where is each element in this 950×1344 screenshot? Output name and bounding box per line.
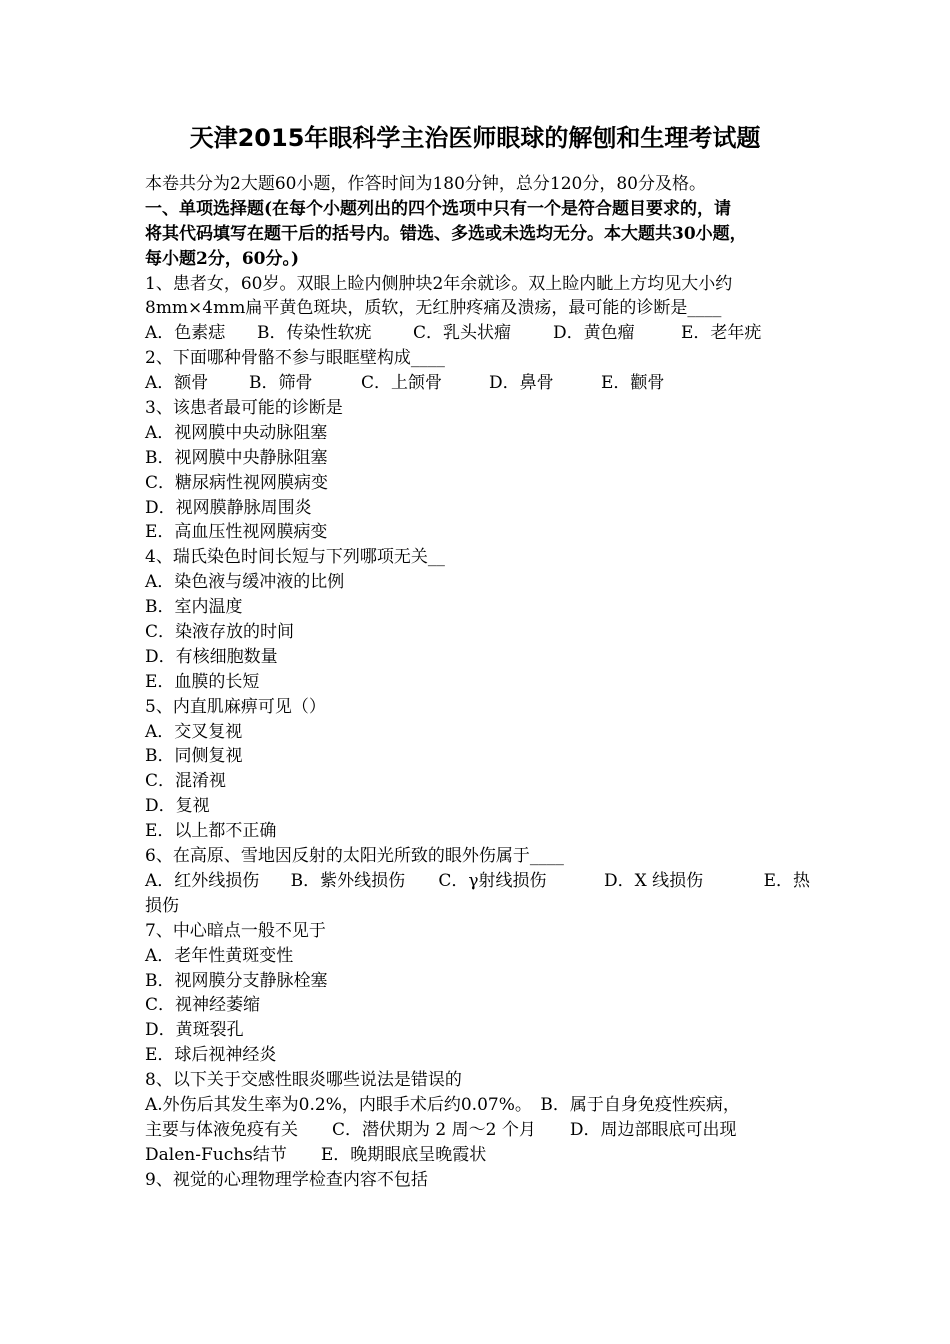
- document-body: [145, 172, 810, 1193]
- question-7-option-d: D．黄斑裂孔: [145, 1020, 244, 1041]
- question-6-stem: 6、在高原、雪地因反射的太阳光所致的眼外伤属于____: [145, 846, 564, 867]
- option-e: E．热: [763, 870, 811, 891]
- question-4-option-c: C．染液存放的时间: [145, 622, 295, 643]
- question-4-option-a: A．染色液与缓冲液的比例: [145, 572, 345, 593]
- option-d: D．黄色瘤: [553, 323, 635, 344]
- option-b: B．传染性软疣: [257, 323, 372, 344]
- question-8-options-line-1: A.外伤后其发生率为0.2%，内眼手术后约0.07%。 B．属于自身免疫性疾病，: [145, 1094, 740, 1115]
- question-5-option-d: D．复视: [145, 796, 210, 817]
- page-title: 天津2015年眼科学主治医师眼球的解刨和生理考试题: [189, 124, 761, 152]
- section-heading-line-3: 每小题2分，60分。): [145, 248, 300, 269]
- option-c: C．γ射线损伤: [438, 870, 547, 891]
- option-a: A．额骨: [145, 373, 209, 394]
- question-3-option-c: C．糖尿病性视网膜病变: [145, 472, 329, 493]
- section-heading-line-1: 一、单项选择题(在每个小题列出的四个选项中只有一个是符合题目要求的，请: [145, 198, 732, 219]
- question-7-option-c: C．视神经萎缩: [145, 995, 261, 1016]
- question-4-stem: 4、瑞氏染色时间长短与下列哪项无关__: [145, 547, 445, 568]
- question-1-stem-line-1: 1、患者女，60岁。双眼上睑内侧肿块2年余就诊。双上睑内眦上方均见大小约: [145, 273, 733, 294]
- option-e: E．老年疣: [681, 323, 762, 344]
- question-6-option-e-continuation: 损伤: [145, 895, 179, 916]
- option-b: B．紫外线损伤: [290, 870, 406, 891]
- question-3-option-b: B．视网膜中央静脉阻塞: [145, 447, 328, 468]
- question-5-option-e: E．以上都不正确: [145, 821, 277, 842]
- question-7-stem: 7、中心暗点一般不见于: [145, 920, 326, 941]
- option-e: E．颧骨: [601, 373, 665, 394]
- question-5-option-a: A．交叉复视: [145, 721, 243, 742]
- question-8-options-line-2: 主要与体液免疫有关 C．潜伏期为 2 周～2 个月 D．周边部眼底可出现: [145, 1119, 737, 1140]
- question-3-option-a: A．视网膜中央动脉阻塞: [145, 422, 328, 443]
- question-5-option-c: C．混淆视: [145, 771, 227, 792]
- question-2-options: [145, 371, 810, 396]
- question-8-stem: 8、以下关于交感性眼炎哪些说法是错误的: [145, 1070, 462, 1091]
- question-4-option-d: D．有核细胞数量: [145, 646, 278, 667]
- question-3-option-d: D．视网膜静脉周围炎: [145, 497, 312, 518]
- question-7-option-e: E．球后视神经炎: [145, 1045, 277, 1066]
- question-7-option-b: B．视网膜分支静脉栓塞: [145, 970, 328, 991]
- question-5-stem: 5、内直肌麻痹可见（）: [145, 696, 326, 717]
- question-1-stem-line-2: 8mm×4mm扁平黄色斑块，质软，无红肿疼痛及溃疡，最可能的诊断是____: [145, 298, 722, 319]
- question-7-option-a: A．老年性黄斑变性: [145, 945, 294, 966]
- option-c: C．乳头状瘤: [413, 323, 512, 344]
- question-4-option-e: E．血膜的长短: [145, 671, 260, 692]
- exam-intro: 本卷共分为2大题60小题，作答时间为180分钟，总分120分，80分及格。: [145, 174, 706, 194]
- section-heading-line-2: 将其代码填写在题干后的括号内。错选、多选或未选均无分。本大题共30小题，: [145, 223, 747, 244]
- question-4-option-b: B．室内温度: [145, 597, 243, 618]
- question-6-options: [145, 869, 810, 894]
- question-1-options: [145, 321, 810, 346]
- question-5-option-b: B．同侧复视: [145, 746, 243, 767]
- option-d: D．鼻骨: [489, 373, 554, 394]
- question-2-stem: 2、下面哪种骨骼不参与眼眶壁构成____: [145, 348, 445, 369]
- question-3-option-e: E．高血压性视网膜病变: [145, 522, 328, 543]
- option-a: A．红外线损伤: [145, 870, 260, 891]
- option-c: C．上颌骨: [361, 373, 443, 394]
- option-d: D．X 线损伤: [603, 870, 704, 891]
- option-a: A．色素痣: [145, 323, 226, 344]
- question-9-stem: 9、视觉的心理物理学检查内容不包括: [145, 1169, 428, 1190]
- question-8-options-line-3: Dalen-Fuchs结节 E．晚期眼底呈晚霞状: [145, 1144, 487, 1165]
- option-b: B．筛骨: [249, 373, 313, 394]
- question-3-stem: 3、该患者最可能的诊断是: [145, 398, 343, 419]
